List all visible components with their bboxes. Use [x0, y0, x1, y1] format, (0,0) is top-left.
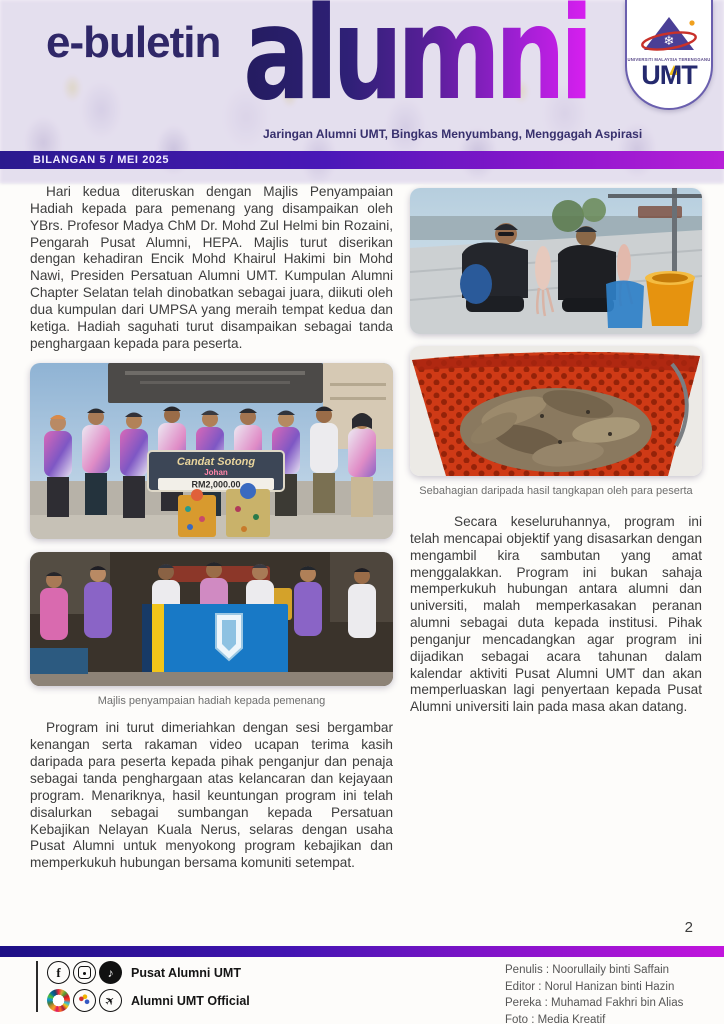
mock-cheque [148, 451, 284, 491]
svg-text:❄: ❄ [663, 33, 675, 48]
instagram-icon[interactable] [73, 961, 96, 984]
social-handle-alumni-official: Alumni UMT Official [131, 993, 250, 1008]
masthead-alumni: alumni [243, 0, 588, 122]
caption-catch: Sebahagian daripada hasil tangkapan oleh para peserta [419, 485, 693, 497]
telegram-icon[interactable]: ✈ [99, 989, 122, 1012]
umt-logo-university-name: UNIVERSITI MALAYSIA TERENGGANU [627, 57, 711, 62]
cheque-amount: RM2,000.00 [191, 479, 241, 490]
alumni-badge-icon[interactable] [73, 989, 96, 1012]
orange-bucket [645, 271, 695, 326]
photo-flag-presentation [30, 552, 393, 686]
sdg-wheel-icon[interactable] [47, 989, 70, 1012]
photo-squid-basket [410, 346, 702, 476]
photo-prize-group [30, 363, 393, 539]
social-handle-pusat-alumni: Pusat Alumni UMT [131, 965, 241, 980]
cheque-title: Candat Sotong [176, 456, 256, 469]
credits-block [505, 962, 683, 1024]
tiktok-icon[interactable]: ♪ [99, 961, 122, 984]
right-column [410, 188, 702, 716]
issue-bar: BILANGAN 5 / MEI 2025 [0, 151, 724, 169]
paragraph-2: Program ini turut dimeriahkan dengan sesi bergambar kenangan serta rakaman video ucapan terima kasih daripada para peserta kepada pihak penganjur dan penaja sebagai tanda penghargaan atas kelancaran dan kejayaan program. Menariknya, hasil keuntungan program ini telah disalurkan sebagai sumbangan kepada Persatuan Kebajikan Nelayan Kuala Nerus, selaras dengan usaha Pusat Alumni untuk menyokong program kebajikan dan memperkukuh hubungan bersama komuniti setempat. [30, 720, 393, 871]
page-number: 2 [684, 919, 693, 936]
social-row-pusat-alumni[interactable] [47, 961, 250, 984]
tagline: Jaringan Alumni UMT, Bingkas Menyumbang, Menggagah Aspirasi [263, 127, 643, 141]
paragraph-3: Secara keseluruhannya, program ini telah mencapai objektif yang disasarkan dengan mengambil kira sambutan yang amat menggalakkan. Program ini bukan sahaja memperkukuh hubungan antara alumni dan universiti, malah memperkasakan peranan alumni sebagai duta kepada institusi. Pihak penganjur mencadangkan agar program ini dijadikan sebagai acara tahunan dalam kalendar aktiviti Pusat Alumni UMT dan akan memperluaskan lagi penyertaan kepada Pusat Alumni universiti lain pada masa akan datang. [410, 514, 702, 715]
facebook-icon[interactable]: f [47, 961, 70, 984]
photo-squid-catch [410, 188, 702, 334]
umt-logo-acronym: UMT [641, 60, 697, 90]
social-row-alumni-official[interactable] [47, 989, 250, 1012]
cheque-prize: Johan [204, 468, 228, 478]
left-column [30, 184, 393, 872]
credit-penulis: Penulis : Noorullaily binti Saffain [505, 964, 670, 976]
masthead-ebuletin: e-buletin [46, 18, 221, 67]
footer-gradient-bar [0, 946, 724, 957]
umt-logo [625, 0, 713, 110]
umt-triangle-icon [640, 14, 698, 56]
paragraph-1: Hari kedua diteruskan dengan Majlis Penyampaian Hadiah kepada para pemenang yang disampaikan oleh YBrs. Profesor Madya ChM Dr. Mohd Zul Helmi bin Rozaini, Pengarah Pusat Alumni, HEPA. Majlis turut diserikan dengan kehadiran Encik Mohd Khairul Hakimi bin Mohd Nawi, Presiden Persatuan Alumni UMT. Kumpulan Alumni Chapter Selatan telah dinobatkan sebagai juara, diikuti oleh dua kumpulan dari UMPSA yang meraih tempat kedua dan ketiga. Hadiah saguhati turut disampaikan sebagai tanda penghargaan kepada para peserta. [30, 184, 393, 351]
credit-foto: Foto : Media Kreatif [505, 1013, 606, 1024]
credit-editor: Editor : Norul Hanizan binti Hazin [505, 980, 675, 993]
credit-pereka: Pereka : Muhamad Fakhri bin Alias [505, 997, 684, 1009]
social-block [36, 961, 250, 1012]
caption-winners: Majlis penyampaian hadiah kepada pemenang [97, 695, 326, 708]
umpsa-flag [142, 604, 288, 674]
